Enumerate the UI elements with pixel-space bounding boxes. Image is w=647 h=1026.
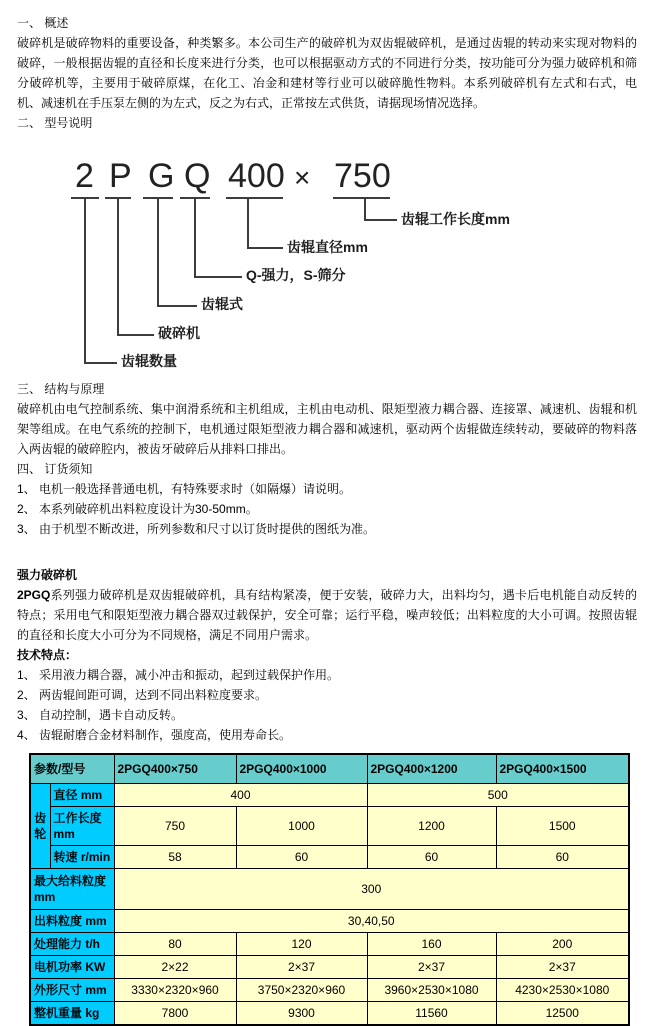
table-row-diameter — [30, 784, 629, 807]
leader-line-750 — [364, 199, 366, 221]
work-length-value: 1500 — [496, 807, 629, 846]
strong-crusher-body: 系列强力破碎机是双齿辊破碎机，具有结构紧凑，便于安装，破碎力大，出料均匀，遇卡后电机能自动反转的特点；采用电气和限矩型液力耦合器双过载保护，安全可靠；运行平稳，噪声较低；出料粒度的大小可调。按照齿辊的直径和长度大小可分为不同规格，满足不同用户需求。 — [17, 588, 637, 642]
model-length-number: 750 — [334, 157, 391, 195]
model-digit-roller-count: 2 — [75, 157, 94, 195]
capacity-value: 80 — [114, 933, 236, 956]
work-length-label: 工作长度 mm — [50, 807, 114, 846]
weight-value: 12500 — [496, 1002, 629, 1026]
capacity-label: 处理能力 t/h — [30, 933, 114, 956]
speed-value: 60 — [367, 846, 496, 869]
overview-paragraph: 破碎机是破碎物料的重要设备，种类繁多。本公司生产的破碎机为双齿辊破碎机，是通过齿辊的转动来实现对物料的破碎，一般根据齿辊的直径和长度来进行分类，也可以根据驱动方式的不同进行分类，按功能可分为强力破碎机和筛分破碎机等，主要用于破碎原煤，在化工、冶金和建材等行业可以破碎脆性物料。本系列破碎机有左式和右式，电机、减速机在手压泵左侧的为左式，反之为右式，正常按左式供货，请据现场情况选择。 — [17, 36, 637, 110]
table-row-work-length — [30, 807, 629, 846]
header-model-1000: 2PGQ400×1000 — [236, 754, 367, 784]
table-row-capacity — [30, 933, 629, 956]
model-letter-g: G — [148, 157, 175, 195]
underline-750 — [333, 197, 390, 199]
header-model-1500: 2PGQ400×1500 — [496, 754, 629, 784]
table-row-motor-power — [30, 956, 629, 979]
multiply-sign: × — [294, 162, 311, 193]
label-roller-count: 齿辊数量 — [121, 353, 177, 369]
leader-line-400 — [247, 199, 249, 249]
capacity-value: 120 — [236, 933, 367, 956]
diameter-value-500: 500 — [367, 784, 629, 807]
structure-paragraph: 破碎机由电气控制系统、集中润滑系统和主机组成，主机由电动机、限矩型液力耦合器、连接罩、减速机、齿辊和机架等组成。在电气系统的控制下，电机通过限矩型液力耦合器和减速机，驱动两个齿辊做连续转动，要破碎的物料落入两齿辊的破碎腔内，被齿牙破碎后从排料口排出。 — [17, 402, 637, 456]
table-row-weight — [30, 1002, 629, 1026]
spacer — [17, 539, 637, 565]
motor-power-value: 2×37 — [496, 956, 629, 979]
lead-2 — [84, 362, 117, 364]
lead-q — [194, 276, 242, 278]
leader-line-p — [117, 199, 119, 336]
speed-label: 转速 r/min — [50, 846, 114, 869]
dimensions-value: 4230×2530×1080 — [496, 979, 629, 1002]
motor-power-value: 2×37 — [367, 956, 496, 979]
model-series-prefix: 2PGQ — [17, 588, 51, 602]
model-letter-p: P — [109, 157, 132, 195]
motor-power-label: 电机功率 KW — [30, 956, 114, 979]
strong-crusher-paragraph — [17, 585, 637, 645]
label-q-s: Q-强力，S-筛分 — [246, 267, 346, 283]
ordering-item-3: 3、 由于机型不断改进，所列参数和尺寸以订货时提供的图纸为准。 — [17, 522, 376, 536]
discharge-value: 30,40,50 — [114, 910, 629, 933]
header-param-model: 参数/型号 — [30, 754, 114, 784]
speed-value: 60 — [496, 846, 629, 869]
leader-line-2 — [84, 199, 86, 364]
label-roller-work-length: 齿辊工作长度mm — [401, 211, 510, 227]
work-length-value: 750 — [114, 807, 236, 846]
ordering-item-1: 1、 电机一般选择普通电机，有特殊要求时（如隔爆）请说明。 — [17, 482, 352, 496]
lead-750 — [364, 219, 397, 221]
weight-label: 整机重量 kg — [30, 1002, 114, 1026]
table-row-discharge — [30, 910, 629, 933]
weight-value: 11560 — [367, 1002, 496, 1026]
speed-value: 58 — [114, 846, 236, 869]
table-row-speed — [30, 846, 629, 869]
strong-crusher-heading: 强力破碎机 — [17, 568, 78, 582]
label-roller-diameter: 齿辊直径mm — [287, 239, 368, 255]
feature-item-3: 3、 自动控制，遇卡自动反转。 — [17, 708, 184, 722]
speed-value: 60 — [236, 846, 367, 869]
motor-power-value: 2×37 — [236, 956, 367, 979]
dimensions-label: 外形尺寸 mm — [30, 979, 114, 1002]
diameter-value-400: 400 — [114, 784, 367, 807]
capacity-value: 200 — [496, 933, 629, 956]
leader-line-g — [157, 199, 159, 307]
section-heading-model: 二、 型号说明 — [17, 116, 93, 130]
feature-item-2: 2、 两齿辊间距可调，达到不同出料粒度要求。 — [17, 688, 268, 702]
dimensions-value: 3330×2320×960 — [114, 979, 236, 1002]
table-row-dimensions — [30, 979, 629, 1002]
model-diameter-number: 400 — [228, 157, 285, 195]
table-row-max-feed — [30, 869, 629, 910]
section-heading-ordering: 四、 订货须知 — [17, 462, 93, 476]
underline-400 — [226, 197, 283, 199]
header-model-1200: 2PGQ400×1200 — [367, 754, 496, 784]
motor-power-value: 2×22 — [114, 956, 236, 979]
dimensions-value: 3960×2530×1080 — [367, 979, 496, 1002]
features-heading: 技术特点： — [17, 648, 78, 662]
ordering-item-2: 2、 本系列破碎机出料粒度设计为30-50mm。 — [17, 502, 258, 516]
spec-table — [29, 753, 630, 1026]
section-heading-overview: 一、 概述 — [17, 16, 69, 30]
work-length-value: 1200 — [367, 807, 496, 846]
diameter-label: 直径 mm — [50, 784, 114, 807]
model-letter-q: Q — [184, 157, 211, 195]
capacity-value: 160 — [367, 933, 496, 956]
lead-400 — [247, 247, 283, 249]
gear-group-label: 齿轮 — [30, 784, 50, 869]
weight-value: 7800 — [114, 1002, 236, 1026]
model-number-diagram — [17, 141, 637, 379]
max-feed-value: 300 — [114, 869, 629, 910]
label-crusher: 破碎机 — [158, 325, 200, 341]
lead-g — [157, 305, 197, 307]
table-header-row — [30, 754, 629, 784]
section-heading-structure: 三、 结构与原理 — [17, 382, 105, 396]
weight-value: 9300 — [236, 1002, 367, 1026]
dimensions-value: 3750×2320×960 — [236, 979, 367, 1002]
leader-line-q — [194, 199, 196, 278]
max-feed-label: 最大给料粒度 mm — [30, 869, 114, 910]
work-length-value: 1000 — [236, 807, 367, 846]
discharge-label: 出料粒度 mm — [30, 910, 114, 933]
feature-item-4: 4、 齿辊耐磨合金材料制作，强度高，使用寿命长。 — [17, 728, 292, 742]
lead-p — [117, 334, 154, 336]
label-toothed-roller-type: 齿辊式 — [201, 296, 243, 312]
header-model-750: 2PGQ400×750 — [114, 754, 236, 784]
feature-item-1: 1、 采用液力耦合器，减小冲击和振动，起到过载保护作用。 — [17, 668, 340, 682]
